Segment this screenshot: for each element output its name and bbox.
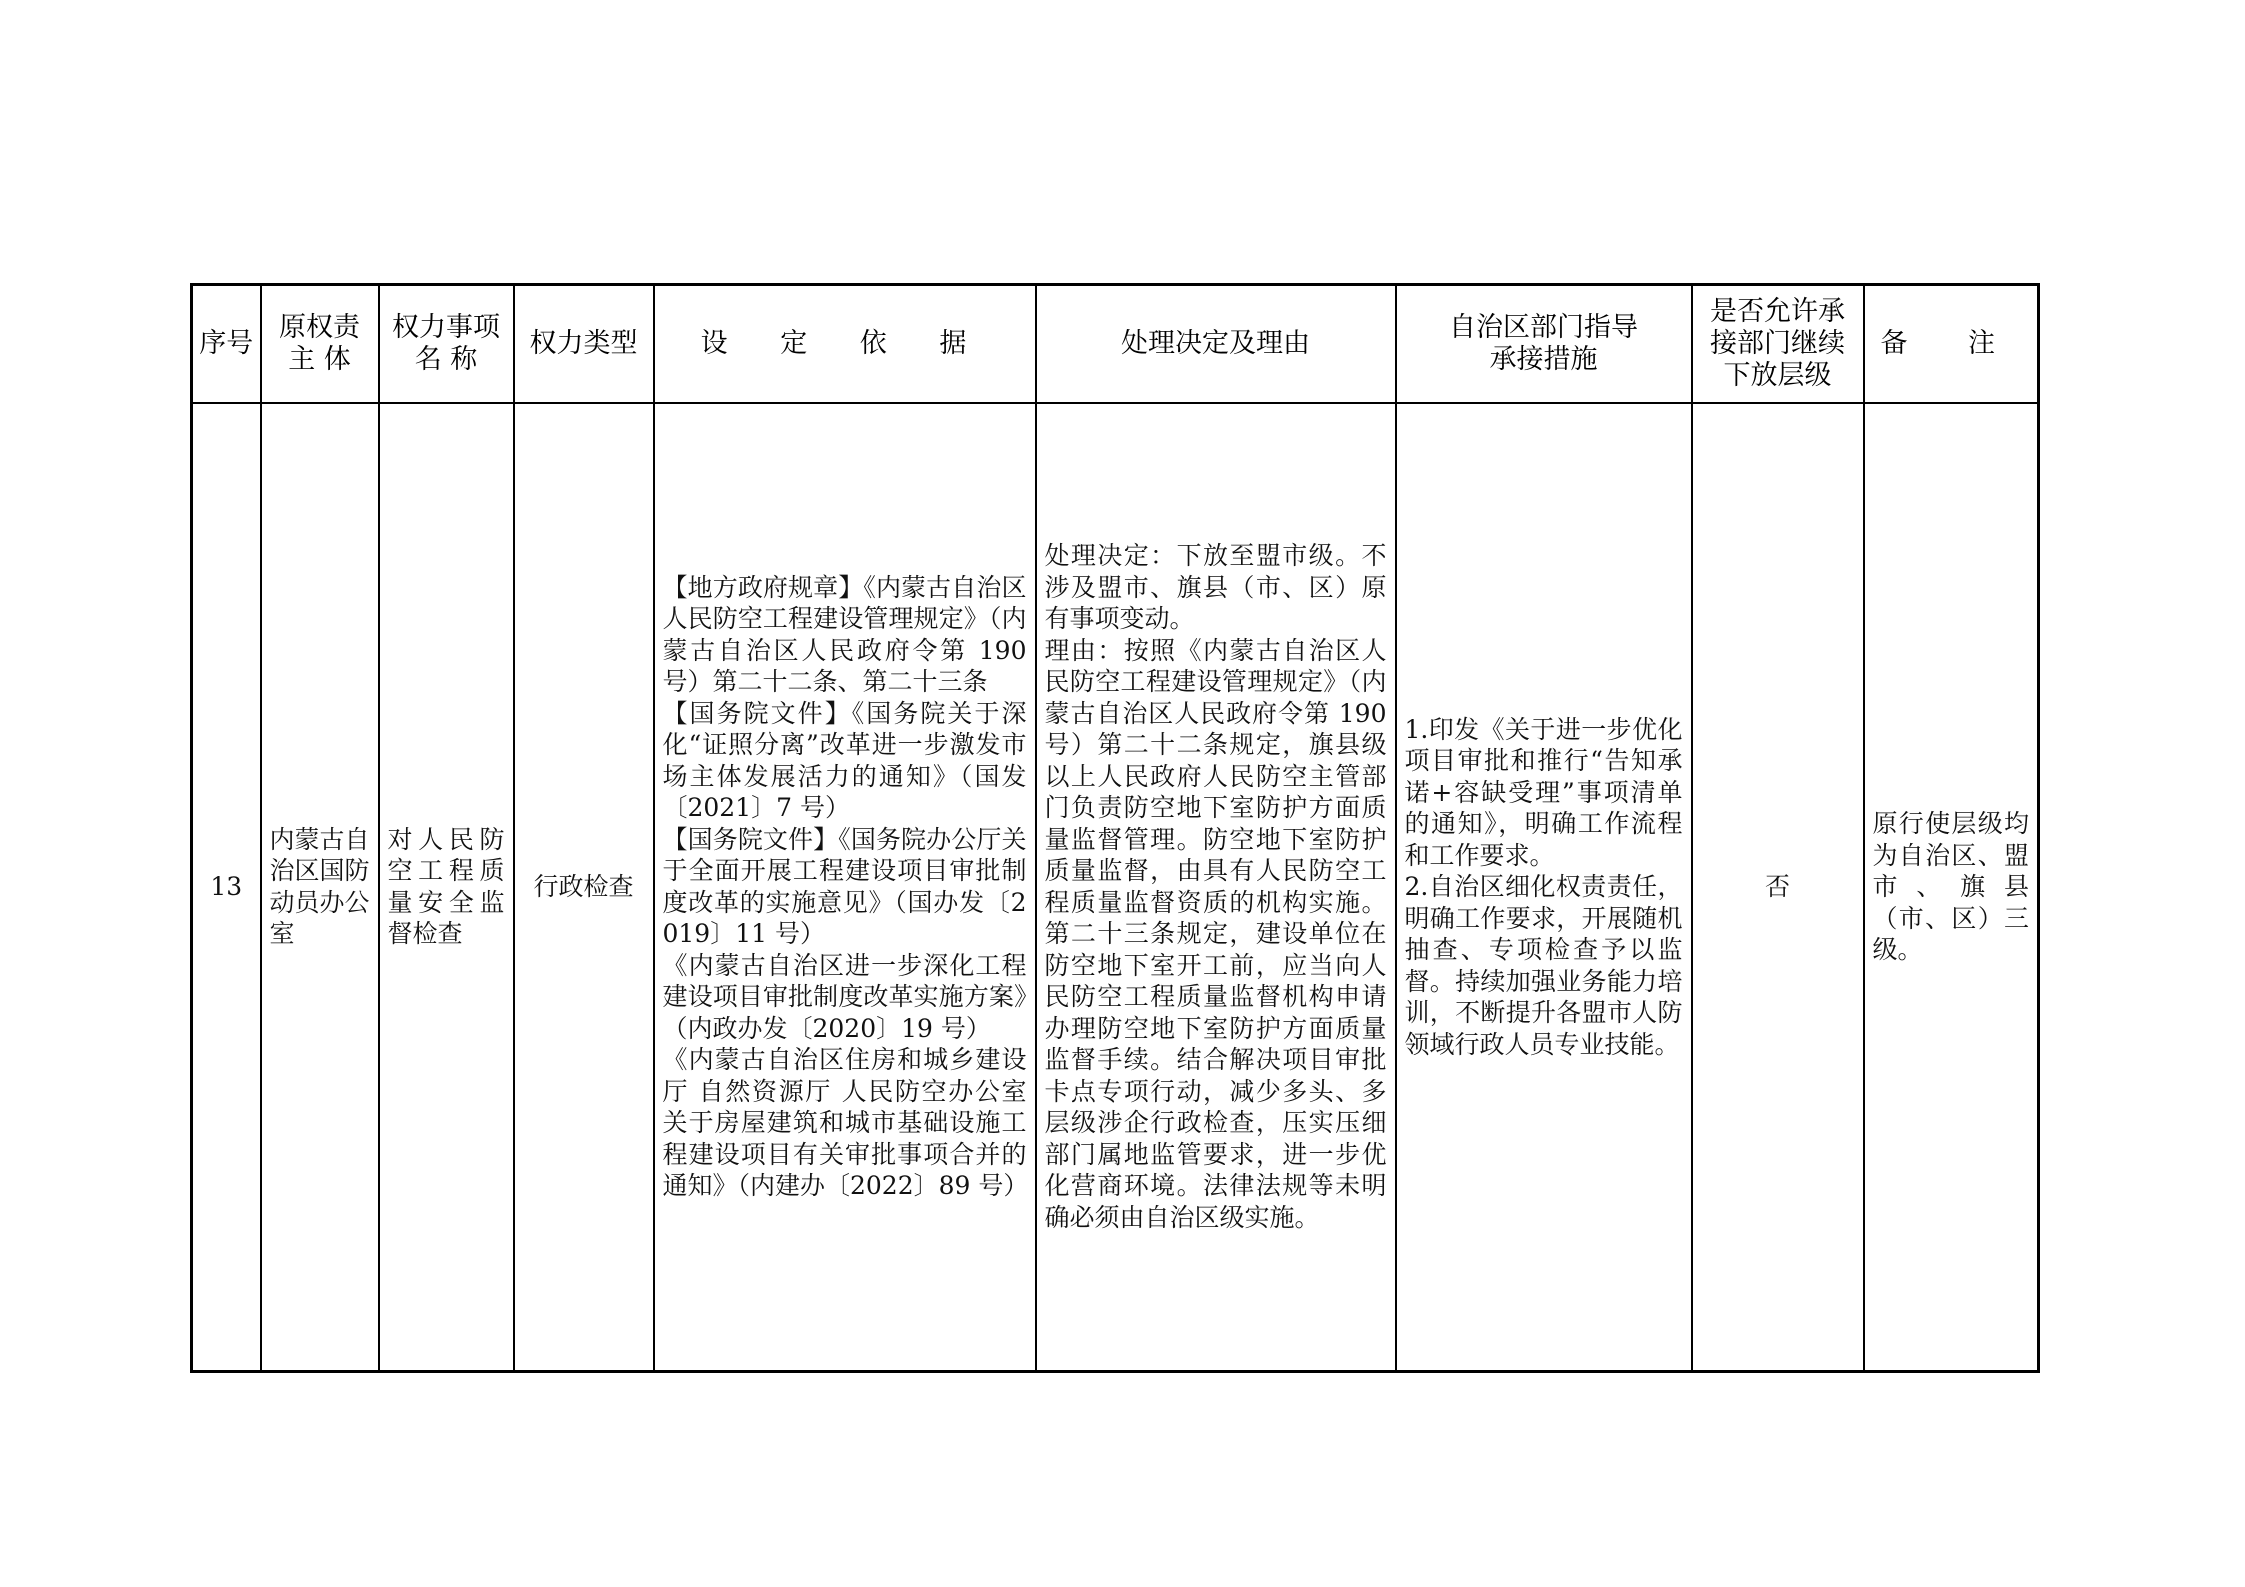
cell-item-name: 对人民防空工程质量安全监督检查: [379, 403, 514, 1372]
header-item-name: 权力事项 名 称: [379, 285, 514, 403]
header-power-type: 权力类型: [514, 285, 654, 403]
cell-seq: 13: [192, 403, 261, 1372]
header-seq: 序号: [192, 285, 261, 403]
header-further-delegation: 是否允许承 接部门继续 下放层级: [1692, 285, 1864, 403]
cell-further-delegation: 否: [1692, 403, 1864, 1372]
cell-subject: 内蒙古自治区国防动员办公室: [261, 403, 379, 1372]
table-body: [192, 403, 2039, 1372]
cell-power-type: 行政检查: [514, 403, 654, 1372]
header-row: [192, 285, 2039, 403]
delegation-table: [190, 283, 2040, 1373]
cell-measures: 1.印发《关于进一步优化项目审批和推行“告知承诺+容缺受理”事项清单的通知》，明确工作流程和工作要求。 2.自治区细化权责责任，明确工作要求，开展随机抽查、专项检查予以监督。持续加强业务能力培训，不断提升各盟市人防领域行政人员专业技能。: [1396, 403, 1692, 1372]
cell-remarks: 原行使层级均为自治区、盟市、旗县（市、区）三级。: [1864, 403, 2039, 1372]
table-row: [192, 403, 2039, 1372]
header-basis: 设 定 依 据: [654, 285, 1036, 403]
cell-basis: 【地方政府规章】《内蒙古自治区人民防空工程建设管理规定》（内蒙古自治区人民政府令第 190 号）第二十二条、第二十三条 【国务院文件】《国务院关于深化“证照分离”改革进一步激发市场主体发展活力的通知》（国发〔2021〕7 号） 【国务院文件】《国务院办公厅关于全面开展工程建设项目审批制度改革的实施意见》（国办发〔2019〕11 号） 《内蒙古自治区进一步深化工程建设项目审批制度改革实施方案》（内政办发〔2020〕19 号） 《内蒙古自治区住房和城乡建设厅 自然资源厅 人民防空办公室关于房屋建筑和城市基础设施工程建设项目有关审批事项合并的通知》（内建办〔2022〕89 号）: [654, 403, 1036, 1372]
header-subject: 原权责 主 体: [261, 285, 379, 403]
cell-decision: 处理决定：下放至盟市级。不涉及盟市、旗县（市、区）原有事项变动。 理由：按照《内蒙古自治区人民防空工程建设管理规定》（内蒙古自治区人民政府令第 190 号）第二十二条规定，旗县级以上人民政府人民防空主管部门负责防空地下室防护方面质量监督管理。防空地下室防护质量监督，由具有人民防空工程质量监督资质的机构实施。第二十三条规定，建设单位在防空地下室开工前，应当向人民防空工程质量监督机构申请办理防空地下室防护方面质量监督手续。结合解决项目审批卡点专项行动，减少多头、多层级涉企行政检查，压实压细部门属地监管要求，进一步优化营商环境。法律法规等未明确必须由自治区级实施。: [1036, 403, 1396, 1372]
header-measures: 自治区部门指导 承接措施: [1396, 285, 1692, 403]
header-remarks: 备 注: [1864, 285, 2039, 403]
header-decision: 处理决定及理由: [1036, 285, 1396, 403]
table-header: [192, 285, 2039, 403]
